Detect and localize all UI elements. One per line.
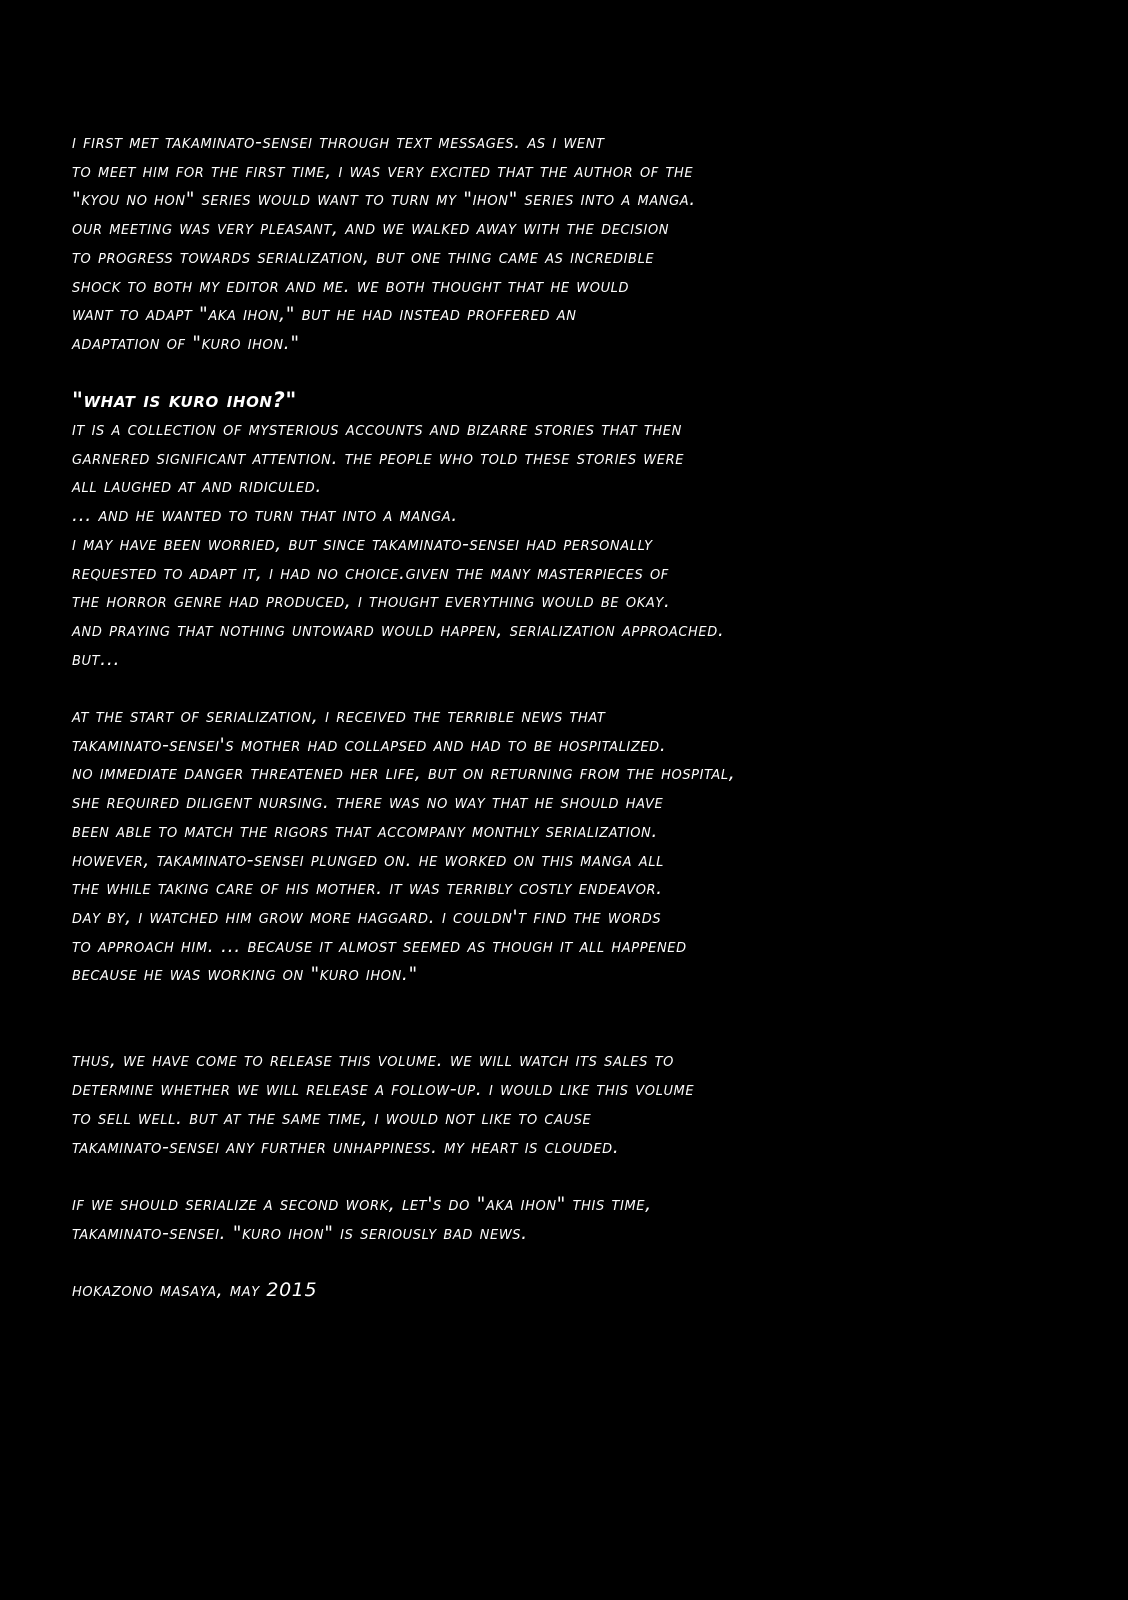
text-line: no immediate danger threatened her life, but on returning from the hospital, [72, 762, 736, 785]
text-line: garnered significant attention. the people who told these stories were [72, 446, 685, 469]
text-line: but... [72, 647, 121, 670]
text-line: and praying that nothing untoward would happen, serialization approached. [72, 618, 725, 641]
paragraph-gap [72, 1161, 1072, 1190]
text-line: to meet him for the first time, i was very excited that the author of the [72, 159, 694, 182]
paragraph-serialization-start [72, 702, 1072, 989]
afterword-text [72, 128, 1072, 1305]
text-line: determine whether we will release a follow-up. i would like this volume [72, 1078, 695, 1101]
text-line: takaminato-sensei's mother had collapsed and had to be hospitalized. [72, 733, 667, 756]
paragraph-gap [72, 358, 1072, 387]
text-line: to progress towards serialization, but one thing came as incredible [72, 245, 655, 268]
text-line: to approach him. ... because it almost seemed as though it all happened [72, 934, 687, 957]
paragraph-second-work [72, 1190, 1072, 1247]
text-line: day by, i watched him grow more haggard. i couldn't find the words [72, 905, 662, 928]
text-line: requested to adapt it, i had no choice.given the many masterpieces of [72, 561, 669, 584]
paragraph-gap [72, 989, 1072, 1046]
text-line: the horror genre had produced, i thought everything would be okay. [72, 590, 671, 613]
text-line: want to adapt "aka ihon," but he had instead proffered an [72, 303, 577, 326]
paragraph-what-is-kuro-ihon [72, 415, 1072, 673]
text-line: "kyou no hon" series would want to turn my "ihon" series into a manga. [72, 188, 696, 211]
text-line: thus, we have come to release this volume. we will watch its sales to [72, 1049, 675, 1072]
text-line: she required diligent nursing. there was no way that he should have [72, 791, 664, 814]
paragraph-first-meeting [72, 128, 1072, 358]
text-line: takaminato-sensei. "kuro ihon" is seriously bad news. [72, 1221, 528, 1244]
text-line: all laughed at and ridiculed. [72, 475, 322, 498]
paragraph-gap [72, 1247, 1072, 1276]
signature: hokazono masaya, may 2015 [72, 1279, 318, 1302]
text-line: however, takaminato-sensei plunged on. he worked on this manga all [72, 848, 664, 871]
paragraph-release [72, 1046, 1072, 1161]
text-line: the while taking care of his mother. it was terribly costly endeavor. [72, 877, 663, 900]
text-line: if we should serialize a second work, let's do "aka ihon" this time, [72, 1192, 652, 1215]
text-line: been able to match the rigors that accompany monthly serialization. [72, 819, 659, 842]
text-line: our meeting was very pleasant, and we walked away with the decision [72, 217, 670, 240]
text-line: shock to both my editor and me. we both thought that he would [72, 274, 630, 297]
text-line: takaminato-sensei any further unhappiness. my heart is clouded. [72, 1135, 620, 1158]
paragraph-gap [72, 673, 1072, 702]
text-line: it is a collection of mysterious accounts and bizarre stories that then [72, 418, 682, 441]
text-line: i may have been worried, but since takaminato-sensei had personally [72, 532, 653, 555]
section-heading: "what is kuro ihon?" [72, 388, 297, 413]
text-line: ... and he wanted to turn that into a manga. [72, 504, 458, 527]
text-line: i first met takaminato-sensei through text messages. as i went [72, 131, 605, 153]
text-line: to sell well. but at the same time, i would not like to cause [72, 1106, 592, 1129]
text-line: at the start of serialization, i received the terrible news that [72, 705, 606, 728]
text-line: adaptation of "kuro ihon." [72, 331, 300, 354]
text-line: because he was working on "kuro ihon." [72, 963, 418, 986]
